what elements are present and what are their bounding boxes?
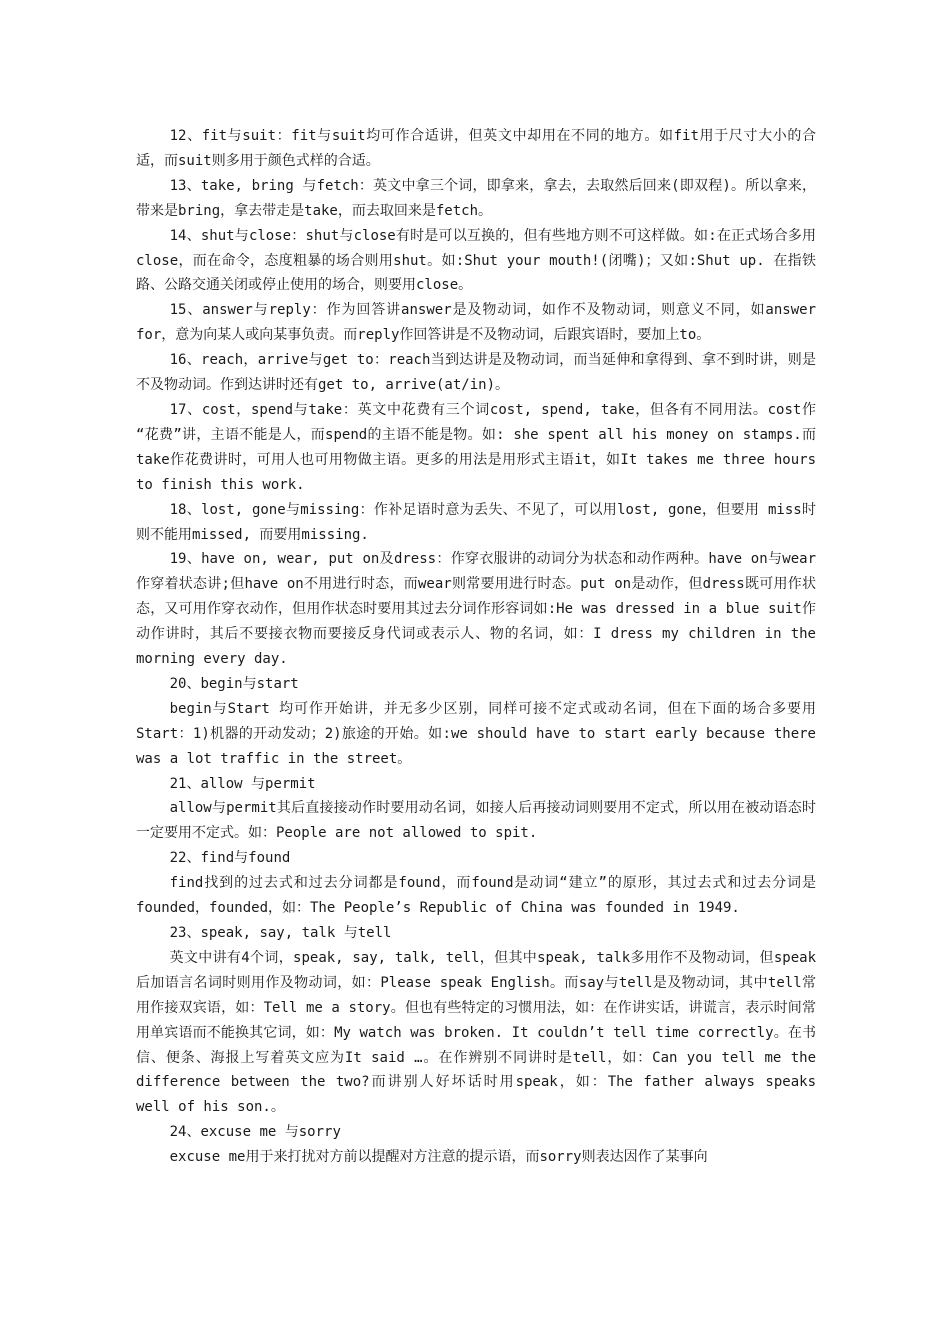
paragraph-lost-gone-missing: 18、lost, gone与missing：作补足语时意为丢失、不见了，可以用lost, gone，但要用 miss时则不能用missed, 而要用missing.	[136, 501, 816, 543]
heading-speak-say-talk-tell: 23、speak, say, talk 与tell	[169, 925, 392, 941]
heading-allow-permit: 21、allow 与permit	[169, 775, 316, 792]
paragraph-allow-permit: allow与permit其后直接接动作时要用动名词，如接人后再接动词则要用不定式，所以用在被动语态时一定要用不定式。如：People are not allowed to spit.	[136, 800, 816, 842]
heading-excuse-me-sorry: 24、excuse me 与sorry	[169, 1124, 341, 1141]
paragraph-answer-reply: 15、answer与reply：作为回答讲answer是及物动词，如作不及物动词，则意义不同，如answer for，意为向某人或向某事负责。而reply作回答讲是不及物动词，后跟宾语时，要加上to。	[136, 302, 816, 344]
paragraph-have-on-wear: 19、have on, wear, put on及dress：作穿衣服讲的动词分为状态和动作两种。have on与wear作穿着状态讲;但have on不用进行时态，而wear则常要用进行时态。put on是动作，但dress既可用作状态，又可用作穿衣动作，但用作状态时要用其过去分词作形容词如:He was dressed in a blue suit作动作讲时，其后不要接衣物而要接反身代词或表示人、物的名词，如：I dress my children in the morning every day.	[136, 551, 816, 668]
heading-begin-start: 20、begin与start	[169, 675, 299, 692]
document-body	[136, 124, 816, 1170]
paragraph-take-bring-fetch: 13、take, bring 与fetch：英文中拿三个词，即拿来，拿去，去取然后回来(即双程)。所以拿来，带来是bring，拿去带走是take，而去取回来是fetch。	[136, 177, 816, 219]
paragraph-shut-close: 14、shut与close：shut与close有时是可以互换的，但有些地方则不可这样做。如:在正式场合多用close，而在命令，态度粗暴的场合则用shut。如:Shut your mouth!(闭嘴)；又如:Shut up. 在指铁路、公路交通关闭或停止使用的场合，则要用close。	[136, 227, 816, 294]
heading-find-found: 22、find与found	[169, 850, 291, 867]
paragraph-begin-start: begin与Start 均可作开始讲，并无多少区别，同样可接不定式或动名词，但在下面的场合多要用Start：1)机器的开动发动；2)旅途的开始。如:we should have to start early because there was a lot traffic in the street。	[136, 700, 816, 767]
paragraph-find-found: find找到的过去式和过去分词都是found，而found是动词“建立”的原形，其过去式和过去分词是founded，founded，如：The People’s Republic of China was founded in 1949.	[136, 875, 816, 917]
paragraph-excuse-me-sorry: excuse me用于来打扰对方前以提醒对方注意的提示语，而sorry则表达因作了某事向	[169, 1149, 708, 1166]
paragraph-speak-say-talk-tell: 英文中讲有4个词，speak, say, talk, tell，但其中speak, talk多用作不及物动词，但speak后加语言名词时则用作及物动词，如：Please speak English。而say与tell是及物动词，其中tell常用作接双宾语，如：Tell me a story。但也有些特定的习惯用法，如：在作讲实话，讲谎言，表示时间常用单宾语而不能换其它词，如：My watch was broken. It couldn’t tell time correctly。在书信、便条、海报上写着英文应为It said …。在作辨别不同讲时是tell，如：Can you tell me the difference between the two?而讲别人好坏话时用speak，如：The father always speaks well of his son.。	[136, 949, 816, 1116]
paragraph-fit-suit: 12、fit与suit：fit与suit均可作合适讲，但英文中却用在不同的地方。如fit用于尺寸大小的合适，而suit则多用于颜色式样的合适。	[136, 128, 816, 169]
paragraph-reach-arrive: 16、reach，arrive与get to：reach当到达讲是及物动词，而当延伸和拿得到、拿不到时讲，则是不及物动词。作到达讲时还有get to, arrive(at/in)。	[136, 352, 816, 394]
paragraph-cost-spend-take: 17、cost，spend与take：英文中花费有三个词cost, spend, take，但各有不同用法。cost作 “花费”讲，主语不能是人，而spend的主语不能是物。如: she spent all his money on stamps.而take作花费讲时，可用人也可用物做主语。更多的用法是用形式主语it，如It takes me three hours to finish this work.	[136, 401, 816, 493]
